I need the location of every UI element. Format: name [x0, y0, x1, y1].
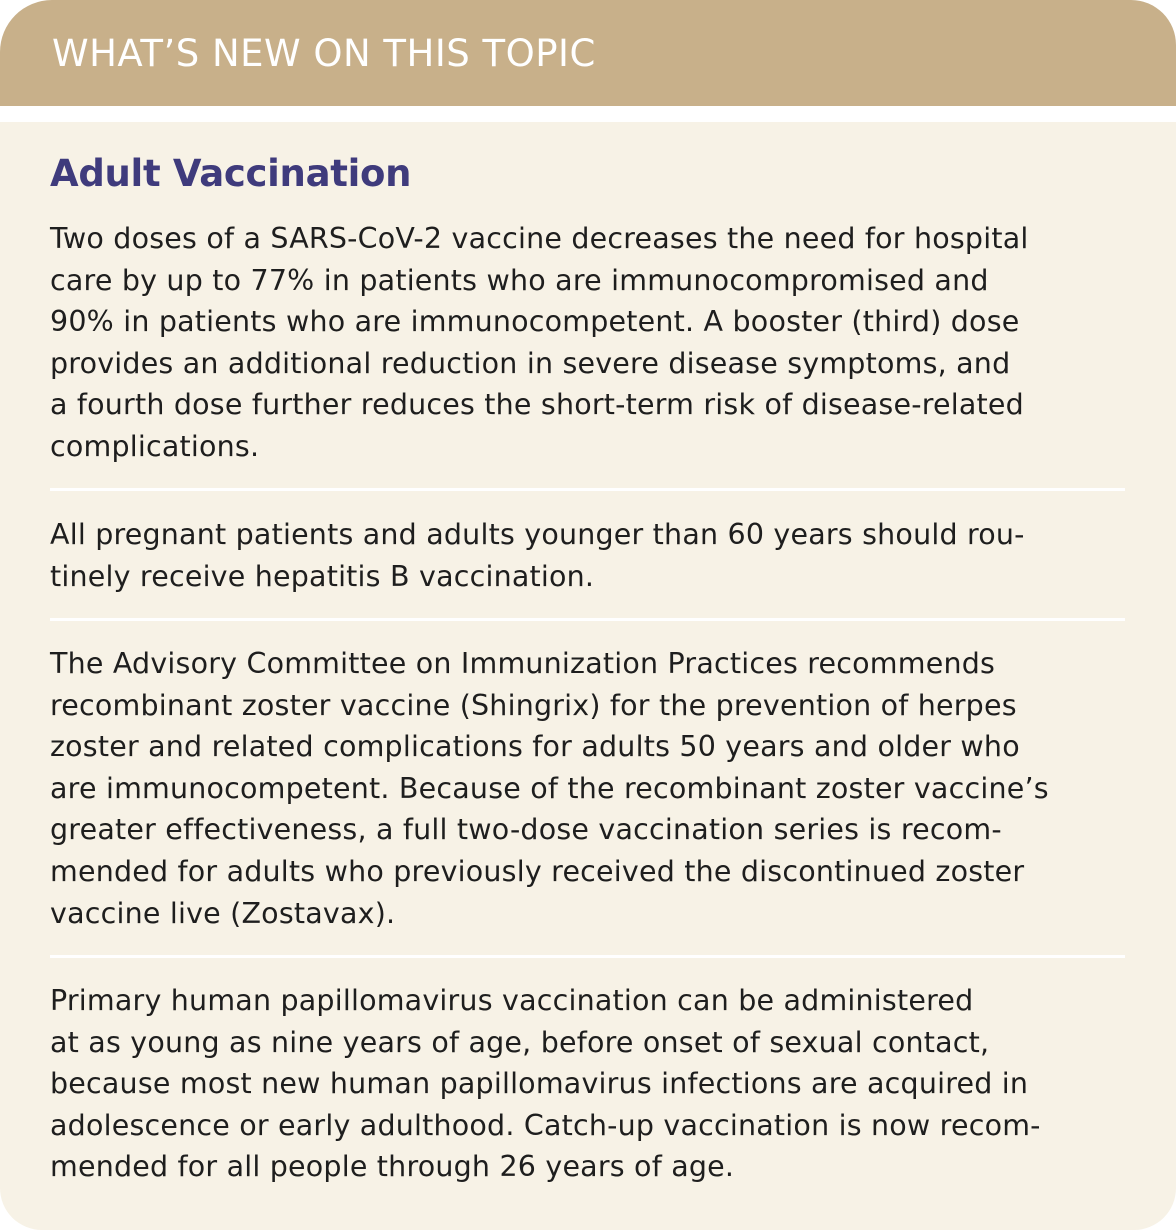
paragraph-line: recombinant zoster vaccine (Shingrix) for the prevention of herpes	[50, 688, 1017, 722]
paragraph-line: mended for adults who previously received the discontinued zoster	[50, 854, 1025, 888]
paragraph-zoster	[50, 643, 1130, 934]
section-divider	[50, 955, 1125, 958]
section-divider	[50, 488, 1125, 491]
paragraph-line: vaccine live (Zostavax).	[50, 896, 396, 930]
paragraph-line: care by up to 77% in patients who are immunocompromised and	[50, 263, 989, 297]
paragraph-line: zoster and related complications for adults 50 years and older who	[50, 730, 1020, 764]
section-heading: Adult Vaccination	[50, 152, 412, 195]
paragraph-line: at as young as nine years of age, before onset of sexual contact,	[50, 1025, 990, 1059]
header-title: WHAT’S NEW ON THIS TOPIC	[52, 32, 596, 75]
paragraph-hpv	[50, 980, 1130, 1188]
paragraph-line: 90% in patients who are immunocompetent. A booster (third) dose	[50, 305, 1020, 339]
paragraph-line: provides an additional reduction in severe disease symptoms, and	[50, 346, 1011, 380]
paragraph-line: All pregnant patients and adults younger than 60 years should rou-	[50, 518, 1025, 551]
paragraph-hepatitis-b	[50, 514, 1130, 597]
paragraph-line: are immunocompetent. Because of the recombinant zoster vaccine’s	[50, 771, 1049, 805]
paragraph-sars-cov-2	[50, 218, 1130, 468]
paragraph-line: a fourth dose further reduces the short-term risk of disease-related	[50, 388, 1024, 422]
paragraph-line: Two doses of a SARS-CoV-2 vaccine decreases the need for hospital	[50, 222, 1029, 255]
header-band	[0, 0, 1176, 106]
paragraph-line: tinely receive hepatitis B vaccination.	[50, 559, 595, 593]
paragraph-line: because most new human papillomavirus infections are acquired in	[50, 1067, 1029, 1101]
paragraph-line: complications.	[50, 429, 260, 463]
paragraph-line: The Advisory Committee on Immunization Practices recommends	[50, 647, 996, 680]
paragraph-line: Primary human papillomavirus vaccination can be administered	[50, 984, 974, 1017]
paragraph-line: greater effectiveness, a full two-dose vaccination series is recom-	[50, 813, 1002, 847]
section-divider	[50, 618, 1125, 621]
paragraph-line: adolescence or early adulthood. Catch-up vaccination is now recom-	[50, 1108, 1041, 1142]
paragraph-line: mended for all people through 26 years of age.	[50, 1150, 735, 1184]
